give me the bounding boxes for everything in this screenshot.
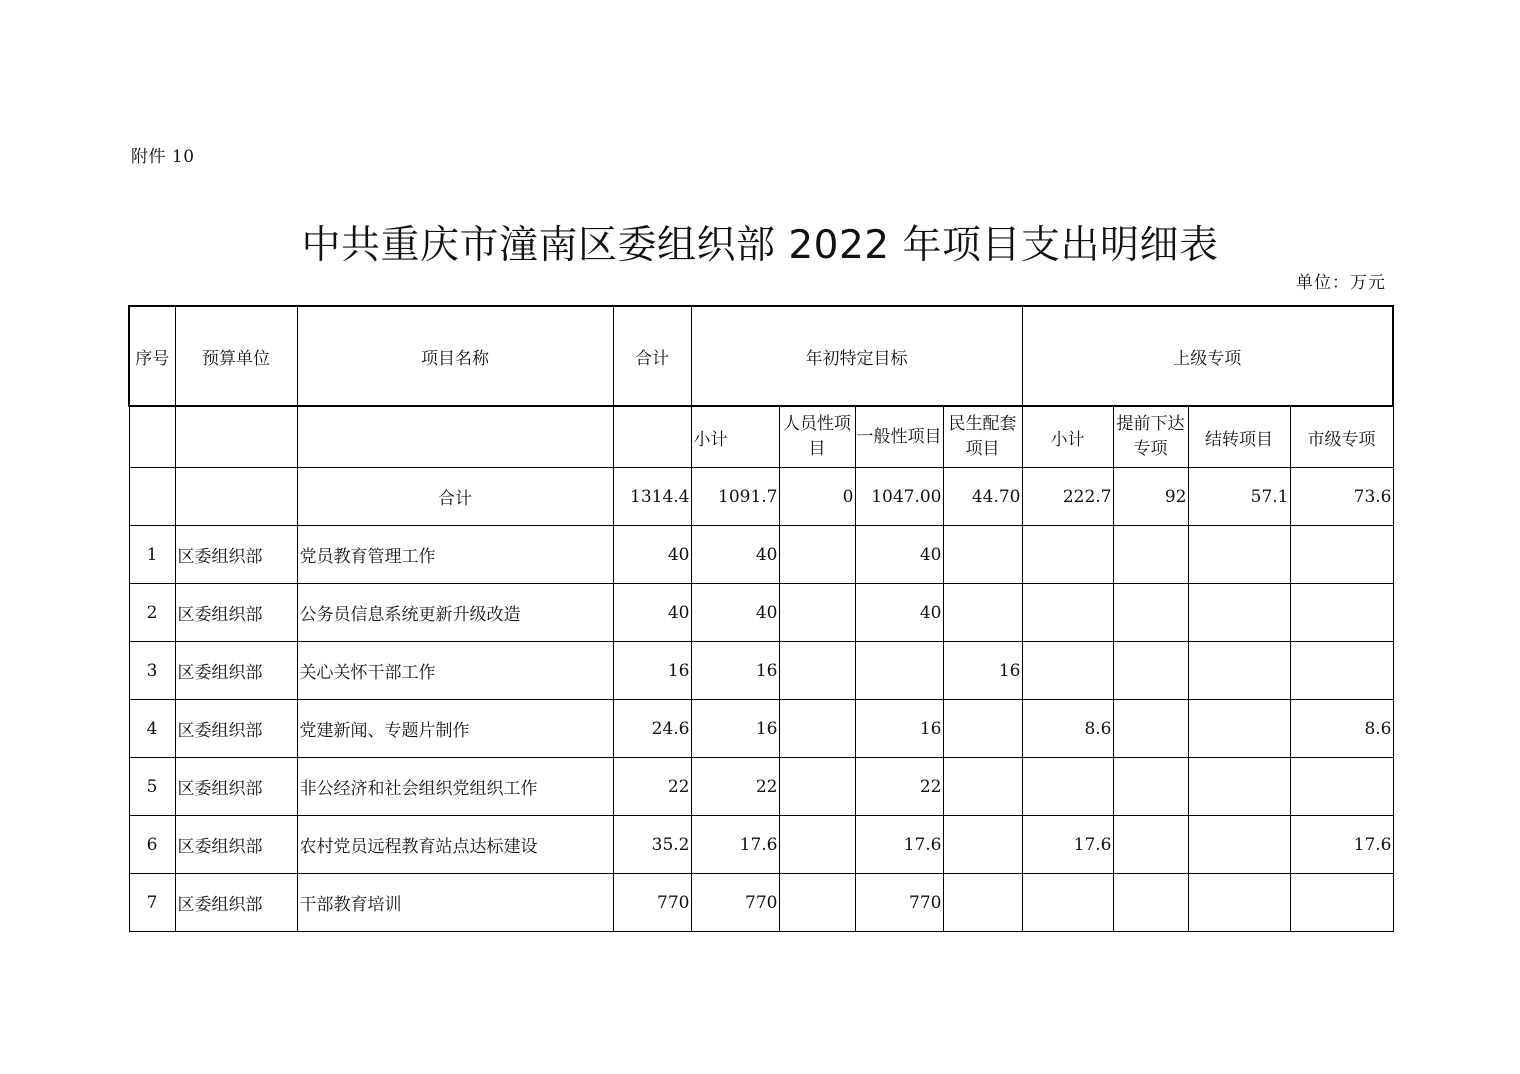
row-subtotal2 — [1022, 758, 1113, 816]
row-personnel — [779, 758, 855, 816]
header-advance: 提前下达专项 — [1113, 406, 1188, 468]
row-advance — [1113, 874, 1188, 932]
header-annual-target: 年初特定目标 — [691, 306, 1022, 406]
header-seq: 序号 — [129, 306, 175, 406]
budget-table — [128, 305, 1394, 932]
row-seq: 1 — [129, 526, 175, 584]
row-advance — [1113, 700, 1188, 758]
row-city — [1290, 874, 1393, 932]
table-row — [129, 526, 1393, 584]
row-livelihood — [943, 700, 1022, 758]
row-general: 17.6 — [855, 816, 943, 874]
row-livelihood — [943, 816, 1022, 874]
row-project: 非公经济和社会组织党组织工作 — [297, 758, 613, 816]
row-carryover — [1188, 642, 1290, 700]
row-subtotal: 16 — [691, 700, 779, 758]
total-total: 1314.4 — [613, 468, 691, 526]
row-carryover — [1188, 758, 1290, 816]
row-unit: 区委组织部 — [175, 758, 297, 816]
header-row-1 — [129, 306, 1393, 406]
row-subtotal: 17.6 — [691, 816, 779, 874]
row-subtotal2 — [1022, 526, 1113, 584]
row-general: 40 — [855, 526, 943, 584]
row-total: 35.2 — [613, 816, 691, 874]
header-blank — [297, 406, 613, 468]
row-personnel — [779, 816, 855, 874]
total-city: 73.6 — [1290, 468, 1393, 526]
header-project: 项目名称 — [297, 306, 613, 406]
row-general: 22 — [855, 758, 943, 816]
table-row — [129, 874, 1393, 932]
row-total: 770 — [613, 874, 691, 932]
header-superior: 上级专项 — [1022, 306, 1393, 406]
row-general: 770 — [855, 874, 943, 932]
total-general: 1047.00 — [855, 468, 943, 526]
row-advance — [1113, 816, 1188, 874]
row-project: 农村党员远程教育站点达标建设 — [297, 816, 613, 874]
row-seq: 5 — [129, 758, 175, 816]
unit-label: 单位：万元 — [1296, 273, 1386, 293]
row-seq: 4 — [129, 700, 175, 758]
row-carryover — [1188, 874, 1290, 932]
attachment-label: 附件 10 — [131, 147, 195, 167]
total-label: 合计 — [297, 468, 613, 526]
row-livelihood — [943, 526, 1022, 584]
row-project: 干部教育培训 — [297, 874, 613, 932]
header-personnel: 人员性项目 — [779, 406, 855, 468]
row-unit: 区委组织部 — [175, 526, 297, 584]
row-general: 40 — [855, 584, 943, 642]
total-subtotal: 1091.7 — [691, 468, 779, 526]
total-livelihood: 44.70 — [943, 468, 1022, 526]
row-subtotal2: 8.6 — [1022, 700, 1113, 758]
row-total: 40 — [613, 584, 691, 642]
row-personnel — [779, 584, 855, 642]
row-city — [1290, 526, 1393, 584]
row-subtotal: 22 — [691, 758, 779, 816]
total-personnel: 0 — [779, 468, 855, 526]
total-subtotal2: 222.7 — [1022, 468, 1113, 526]
row-city — [1290, 642, 1393, 700]
total-cell-blank — [175, 468, 297, 526]
row-advance — [1113, 758, 1188, 816]
row-livelihood — [943, 584, 1022, 642]
row-subtotal2 — [1022, 584, 1113, 642]
table-row — [129, 816, 1393, 874]
header-subtotal: 小计 — [691, 406, 779, 468]
header-city: 市级专项 — [1290, 406, 1393, 468]
row-personnel — [779, 642, 855, 700]
row-total: 22 — [613, 758, 691, 816]
row-project: 党建新闻、专题片制作 — [297, 700, 613, 758]
header-blank — [129, 406, 175, 468]
row-unit: 区委组织部 — [175, 642, 297, 700]
row-livelihood — [943, 758, 1022, 816]
row-carryover — [1188, 816, 1290, 874]
total-row — [129, 468, 1393, 526]
row-subtotal2 — [1022, 874, 1113, 932]
row-subtotal: 40 — [691, 584, 779, 642]
row-unit: 区委组织部 — [175, 816, 297, 874]
row-advance — [1113, 642, 1188, 700]
row-seq: 6 — [129, 816, 175, 874]
row-seq: 2 — [129, 584, 175, 642]
row-advance — [1113, 584, 1188, 642]
row-seq: 7 — [129, 874, 175, 932]
row-personnel — [779, 526, 855, 584]
header-subtotal2: 小计 — [1022, 406, 1113, 468]
row-subtotal: 16 — [691, 642, 779, 700]
header-unit: 预算单位 — [175, 306, 297, 406]
row-total: 24.6 — [613, 700, 691, 758]
row-carryover — [1188, 584, 1290, 642]
header-carryover: 结转项目 — [1188, 406, 1290, 468]
row-general — [855, 642, 943, 700]
header-total: 合计 — [613, 306, 691, 406]
row-unit: 区委组织部 — [175, 700, 297, 758]
header-general: 一般性项目 — [855, 406, 943, 468]
row-advance — [1113, 526, 1188, 584]
row-city — [1290, 758, 1393, 816]
table-row — [129, 642, 1393, 700]
page-title: 中共重庆市潼南区委组织部 2022 年项目支出明细表 — [301, 223, 1219, 269]
row-carryover — [1188, 526, 1290, 584]
header-livelihood: 民生配套项目 — [943, 406, 1022, 468]
header-blank — [175, 406, 297, 468]
row-city: 8.6 — [1290, 700, 1393, 758]
row-unit: 区委组织部 — [175, 584, 297, 642]
row-total: 40 — [613, 526, 691, 584]
row-project: 公务员信息系统更新升级改造 — [297, 584, 613, 642]
row-personnel — [779, 874, 855, 932]
row-city: 17.6 — [1290, 816, 1393, 874]
row-livelihood — [943, 874, 1022, 932]
row-subtotal2 — [1022, 642, 1113, 700]
row-unit: 区委组织部 — [175, 874, 297, 932]
row-subtotal: 40 — [691, 526, 779, 584]
row-total: 16 — [613, 642, 691, 700]
row-carryover — [1188, 700, 1290, 758]
row-general: 16 — [855, 700, 943, 758]
total-cell-blank — [129, 468, 175, 526]
total-carryover: 57.1 — [1188, 468, 1290, 526]
row-city — [1290, 584, 1393, 642]
table-row — [129, 758, 1393, 816]
row-project: 党员教育管理工作 — [297, 526, 613, 584]
header-blank — [613, 406, 691, 468]
row-project: 关心关怀干部工作 — [297, 642, 613, 700]
row-livelihood: 16 — [943, 642, 1022, 700]
row-subtotal2: 17.6 — [1022, 816, 1113, 874]
row-personnel — [779, 700, 855, 758]
header-row-2 — [129, 406, 1393, 468]
project-rows — [129, 526, 1393, 932]
total-advance: 92 — [1113, 468, 1188, 526]
row-subtotal: 770 — [691, 874, 779, 932]
table-row — [129, 584, 1393, 642]
table-row — [129, 700, 1393, 758]
row-seq: 3 — [129, 642, 175, 700]
